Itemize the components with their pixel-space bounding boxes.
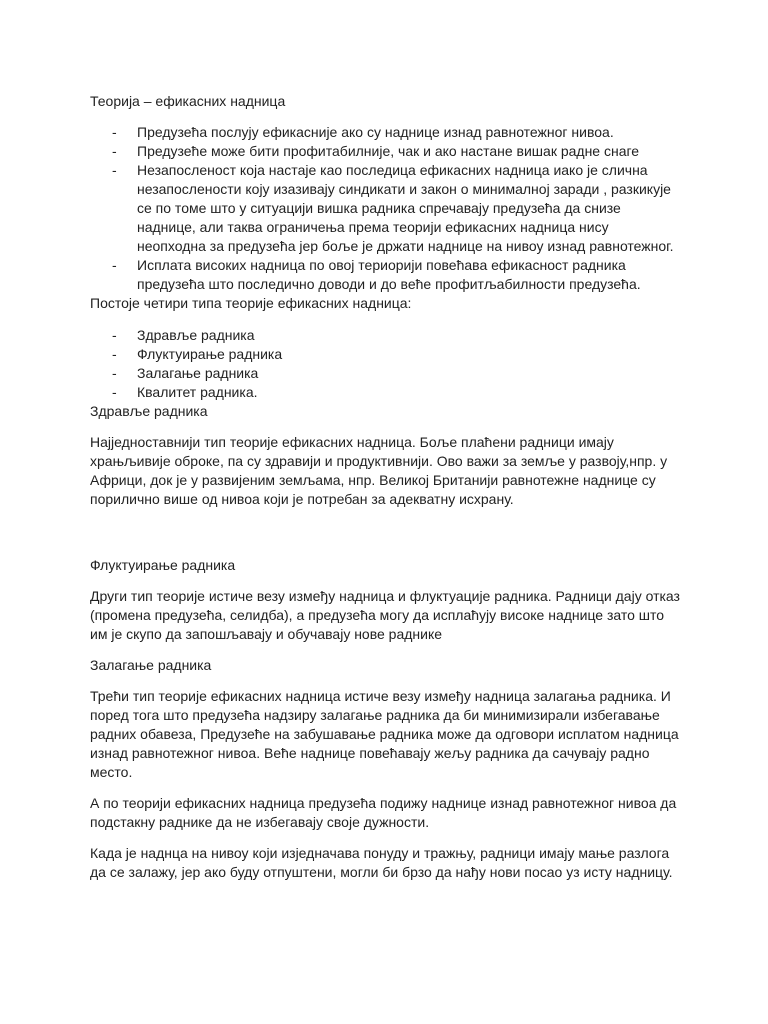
list-item: [90, 256, 680, 294]
dash-bullet: -: [112, 327, 117, 343]
section-heading-effort: Залагање радника: [90, 657, 212, 673]
document-content: [90, 92, 680, 894]
list-item-text: Здравље радника: [137, 327, 255, 343]
list-item: [90, 161, 680, 256]
list-item-text: Флуктуирање радника: [137, 346, 283, 362]
list-item: [90, 326, 680, 345]
section-paragraph: Други тип теорије истиче везу између надница и флуктуације радника. Радници дају отказ (промена предузећа, селидба), а предузећа могу да исплаћују високе наднице зато што им је скупо да запошљавају и обучавају нове раднике: [90, 588, 680, 642]
list-item: [90, 345, 680, 364]
list-item: [90, 142, 680, 161]
section-paragraph: Када је наднца на нивоу који изједначава понуду и тражњу, радници имају мање разлога да се залажу, јер ако буду отпуштени, могли би брзо да нађу нови посао уз исту надницу.: [90, 845, 673, 880]
section-heading-health: Здравље радника: [90, 403, 208, 419]
dash-bullet: -: [112, 384, 117, 400]
types-list: [90, 326, 680, 402]
list-item-text: Предузеће може бити профитабилније, чак и ако настане вишак радне снаге: [137, 143, 640, 159]
dash-bullet: -: [112, 124, 117, 140]
section-heading-turnover: Флуктуирање радника: [90, 557, 236, 573]
dash-bullet: -: [112, 257, 117, 273]
dash-bullet: -: [112, 162, 117, 178]
list-item-text: Залагање радника: [137, 365, 259, 381]
list-item: [90, 364, 680, 383]
section-paragraph: Најједноставнији тип теорије ефикасних надница. Боље плаћени радници имају храњљивије оброке, па су здравији и продуктивнији. Ово важи за земље у развоју,нпр. у Африци, док је у развијеним земљама, нпр. Великој Британији равнотежне наднице су порилично више од нивоа који је потребан за адекватну исхрану.: [90, 434, 668, 507]
section-paragraph: А по теорији ефикасних надница предузећа подижу наднице изнад равнотежног нивоа да подстакну раднике да не избегавају своје дужности.: [90, 795, 677, 830]
properties-list: [90, 123, 680, 294]
document-title: Теорија – ефикасних надница: [90, 93, 286, 109]
list-item-text: Исплата високих надница по овој териорији повећава ефикасност радника предузећа што последично доводи и до веће профитљабилности предузећа.: [137, 257, 641, 292]
list-item-text: Предузећа послују ефикасније ако су наднице изнад равнотежног нивоа.: [137, 124, 614, 140]
blank-line: [90, 521, 680, 556]
list-item: [90, 383, 680, 402]
dash-bullet: -: [112, 346, 117, 362]
list-item: [90, 123, 680, 142]
types-intro: Постоје четири типа теорије ефикасних надница:: [90, 295, 412, 311]
dash-bullet: -: [112, 365, 117, 381]
dash-bullet: -: [112, 143, 117, 159]
list-item-text: Квалитет радника.: [137, 384, 258, 400]
section-paragraph: Трећи тип теорије ефикасних надница истиче везу између надница залагања радника. И поред тога што предузећа надзиру залагање радника да би минимизирали избегавање радних обавеза, Предузеће на забушавање радника може да одговори исплатом надница изнад равнотежног нивоа. Веће наднице повећавају жељу радника да сачувају радно место.: [90, 688, 679, 780]
list-item-text: Незапосленост која настаје као последица ефикасних надница иако је слична незапослености коју изазивају синдикати и закон о минималној заради , разкикује се по томе што у ситуацији вишка радника спречавају предузећа да снизе наднице, али таква ограничења према теорији ефикасних надница нису неопходна за предузећа јер боље је држати наднице на нивоу изнад равнотежног.: [137, 162, 674, 254]
